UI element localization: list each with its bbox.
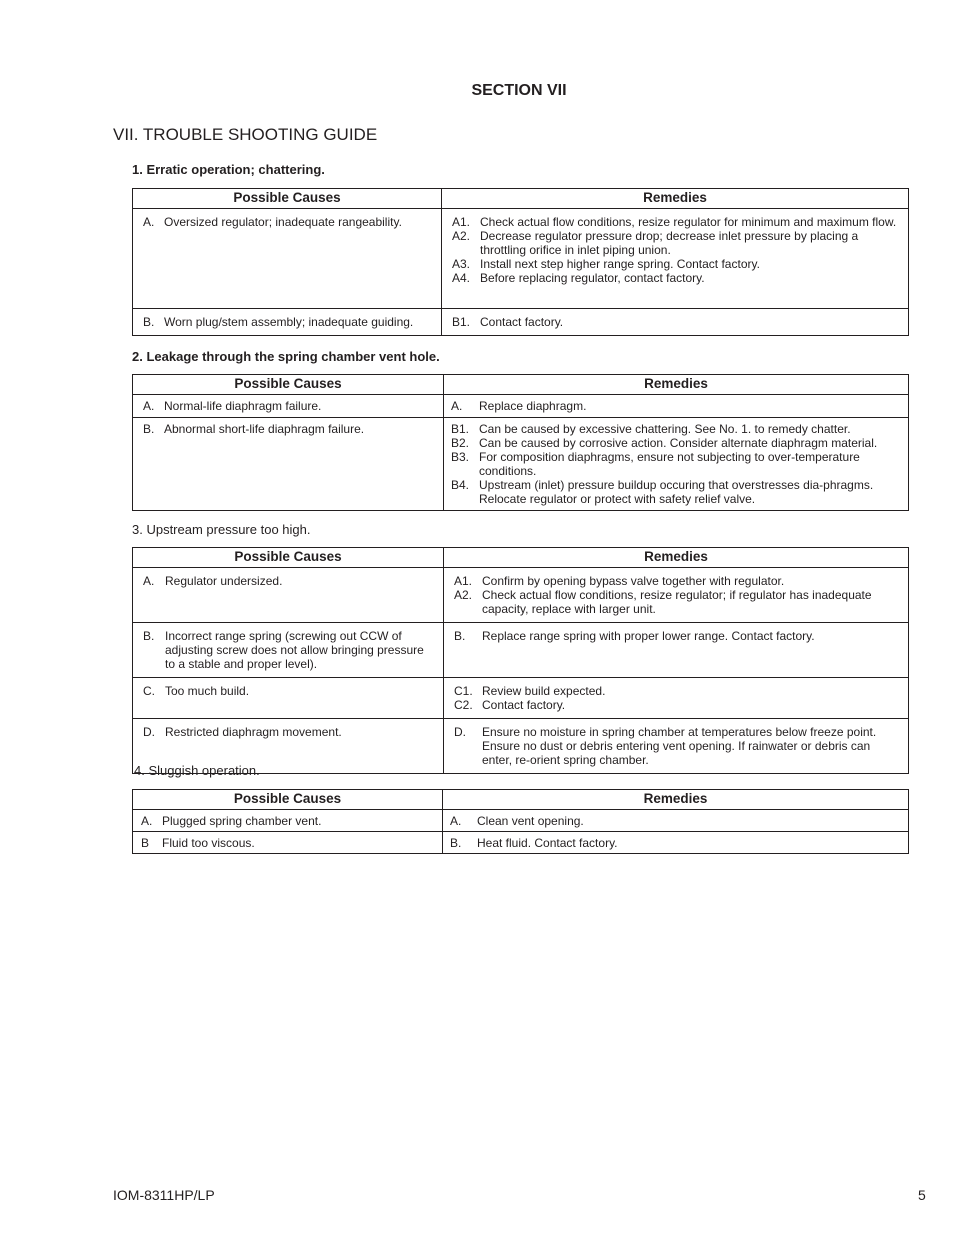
- remedy-cell: [443, 810, 909, 832]
- table-header-row: [133, 189, 909, 209]
- table-2-heading: 2. Leakage through the spring chamber vent hole.: [132, 349, 440, 364]
- remedy-cell: [444, 623, 909, 678]
- remedy-label: B.: [454, 629, 466, 643]
- remedy-item: [454, 698, 902, 712]
- cause-text: Worn plug/stem assembly; inadequate guiding.: [164, 315, 414, 329]
- remedy-item: [452, 257, 902, 271]
- remedy-label: B4.: [451, 478, 470, 492]
- cause-text: Fluid too viscous.: [162, 836, 255, 850]
- remedy-cell: [444, 568, 909, 623]
- cause-cell: [133, 832, 443, 854]
- causes-column-header: Possible Causes: [133, 375, 444, 395]
- table-row: [133, 623, 909, 678]
- table-header-row: [133, 790, 909, 810]
- remedy-item: [454, 725, 902, 767]
- cause-label: B: [141, 836, 150, 850]
- table-3-heading: 3. Upstream pressure too high.: [132, 522, 311, 537]
- remedy-item: [451, 436, 902, 450]
- table-row: [133, 209, 909, 309]
- document-id: IOM-8311HP/LP: [113, 1187, 215, 1203]
- remedy-text: For composition diaphragms, ensure not subjecting to over-temperature conditions.: [479, 450, 860, 478]
- remedy-label: B2.: [451, 436, 470, 450]
- cause-cell: [133, 678, 444, 719]
- cause-cell: [133, 623, 444, 678]
- causes-column-header: Possible Causes: [133, 790, 443, 810]
- cause-label: A.: [143, 574, 155, 588]
- cause-text: Plugged spring chamber vent.: [162, 814, 322, 828]
- cause-text: Abnormal short-life diaphragm failure.: [164, 422, 365, 436]
- remedy-text: Clean vent opening.: [477, 814, 584, 828]
- table-2: [132, 374, 909, 511]
- remedy-item: [452, 215, 902, 229]
- remedies-column-header: Remedies: [444, 375, 909, 395]
- remedy-item: [451, 422, 902, 436]
- remedy-cell: [443, 832, 909, 854]
- remedy-text: Contact factory.: [480, 315, 564, 329]
- remedy-label: A4.: [452, 271, 471, 285]
- cause-label: A.: [141, 814, 153, 828]
- remedy-label: B1.: [452, 315, 471, 329]
- section-title: SECTION VII: [471, 82, 567, 99]
- cause-label: A.: [143, 399, 155, 413]
- remedy-text: Heat fluid. Contact factory.: [477, 836, 618, 850]
- remedies-column-header: Remedies: [444, 548, 909, 568]
- remedy-label: A3.: [452, 257, 471, 271]
- remedy-cell: [444, 678, 909, 719]
- remedy-item: [454, 684, 902, 698]
- remedy-text: Review build expected.: [482, 684, 606, 698]
- table-header-row: [133, 375, 909, 395]
- cause-label: B.: [143, 422, 155, 436]
- remedy-text: Can be caused by excessive chattering. See No. 1. to remedy chatter.: [479, 422, 851, 436]
- table-row: [133, 309, 909, 336]
- remedy-label: A1.: [452, 215, 471, 229]
- remedy-text: Ensure no moisture in spring chamber at temperatures below freeze point. Ensure no dust or debris entering vent opening. If rainwater or debris can enter, re-orient spring chamber.: [482, 725, 877, 767]
- remedy-text: Confirm by opening bypass valve together with regulator.: [482, 574, 785, 588]
- remedy-item: [454, 574, 902, 588]
- cause-label: C.: [143, 684, 155, 698]
- remedy-item: [451, 450, 902, 478]
- table-row: [133, 832, 909, 854]
- remedies-column-header: Remedies: [442, 189, 909, 209]
- table-1: [132, 188, 909, 336]
- remedy-cell: [444, 719, 909, 774]
- table-header-row: [133, 548, 909, 568]
- remedy-item: [454, 629, 902, 643]
- cause-label: A.: [143, 215, 155, 229]
- remedy-item: [454, 588, 902, 616]
- remedy-item: [451, 478, 902, 506]
- cause-text: Oversized regulator; inadequate rangeability.: [164, 215, 402, 229]
- remedy-label: C1.: [454, 684, 473, 698]
- remedy-text: Upstream (inlet) pressure buildup occuring that overstresses dia-phragms. Relocate regulator or protect with safety relief valve.: [479, 478, 874, 506]
- table-row: [133, 395, 909, 418]
- cause-text: Too much build.: [165, 684, 250, 698]
- remedy-text: Check actual flow conditions, resize regulator for minimum and maximum flow.: [480, 215, 897, 229]
- cause-cell: [133, 395, 444, 418]
- remedy-text: Can be caused by corrosive action. Consider alternate diaphragm material.: [479, 436, 878, 450]
- remedy-text: Check actual flow conditions, resize regulator; if regulator has inadequate capacity, replace with larger unit.: [482, 588, 872, 616]
- remedy-text: Contact factory.: [482, 698, 566, 712]
- cause-cell: [133, 418, 444, 511]
- table-1-heading: 1. Erratic operation; chattering.: [132, 162, 325, 177]
- page-number: 5: [918, 1187, 926, 1203]
- remedy-item: [452, 229, 902, 257]
- remedy-text: Install next step higher range spring. Contact factory.: [480, 257, 760, 271]
- table-3: [132, 547, 909, 774]
- remedy-cell: [444, 418, 909, 511]
- cause-cell: [133, 309, 442, 336]
- remedy-label: A1.: [454, 574, 473, 588]
- table-row: [133, 678, 909, 719]
- table-row: [133, 810, 909, 832]
- remedies-column-header: Remedies: [443, 790, 909, 810]
- cause-text: Restricted diaphragm movement.: [165, 725, 342, 739]
- cause-text: Regulator undersized.: [165, 574, 283, 588]
- remedy-label: C2.: [454, 698, 473, 712]
- remedy-item: [451, 399, 902, 413]
- remedy-cell: [444, 395, 909, 418]
- causes-column-header: Possible Causes: [133, 548, 444, 568]
- cause-cell: [133, 810, 443, 832]
- remedy-item: [450, 836, 902, 850]
- cause-text: Normal-life diaphragm failure.: [164, 399, 322, 413]
- remedy-label: B.: [450, 836, 462, 850]
- remedy-text: Decrease regulator pressure drop; decrease inlet pressure by placing a throttling orifice in inlet piping union.: [480, 229, 859, 257]
- remedy-label: B1.: [451, 422, 470, 436]
- remedy-item: [452, 271, 902, 285]
- remedy-item: [450, 814, 902, 828]
- remedy-text: Replace range spring with proper lower range. Contact factory.: [482, 629, 815, 643]
- cause-cell: [133, 209, 442, 309]
- remedy-label: A2.: [454, 588, 473, 602]
- remedy-label: B3.: [451, 450, 470, 464]
- table-row: [133, 418, 909, 511]
- remedy-label: D.: [454, 725, 466, 739]
- remedy-text: Replace diaphragm.: [479, 399, 587, 413]
- cause-cell: [133, 568, 444, 623]
- table-4: [132, 789, 909, 854]
- table-row: [133, 568, 909, 623]
- cause-text: Incorrect range spring (screwing out CCW of adjusting screw does not allow bringing pressure to a stable and proper level).: [165, 629, 424, 671]
- remedy-label: A.: [450, 814, 462, 828]
- remedy-cell: [442, 309, 909, 336]
- causes-column-header: Possible Causes: [133, 189, 442, 209]
- table-4-heading: 4. Sluggish operation.: [134, 763, 260, 778]
- cause-label: D.: [143, 725, 155, 739]
- cause-label: B.: [143, 629, 155, 643]
- remedy-label: A2.: [452, 229, 471, 243]
- guide-title: VII. TROUBLE SHOOTING GUIDE: [113, 125, 378, 144]
- cause-label: B.: [143, 315, 155, 329]
- remedy-cell: [442, 209, 909, 309]
- remedy-label: A.: [451, 399, 463, 413]
- remedy-text: Before replacing regulator, contact factory.: [480, 271, 705, 285]
- remedy-item: [452, 315, 902, 329]
